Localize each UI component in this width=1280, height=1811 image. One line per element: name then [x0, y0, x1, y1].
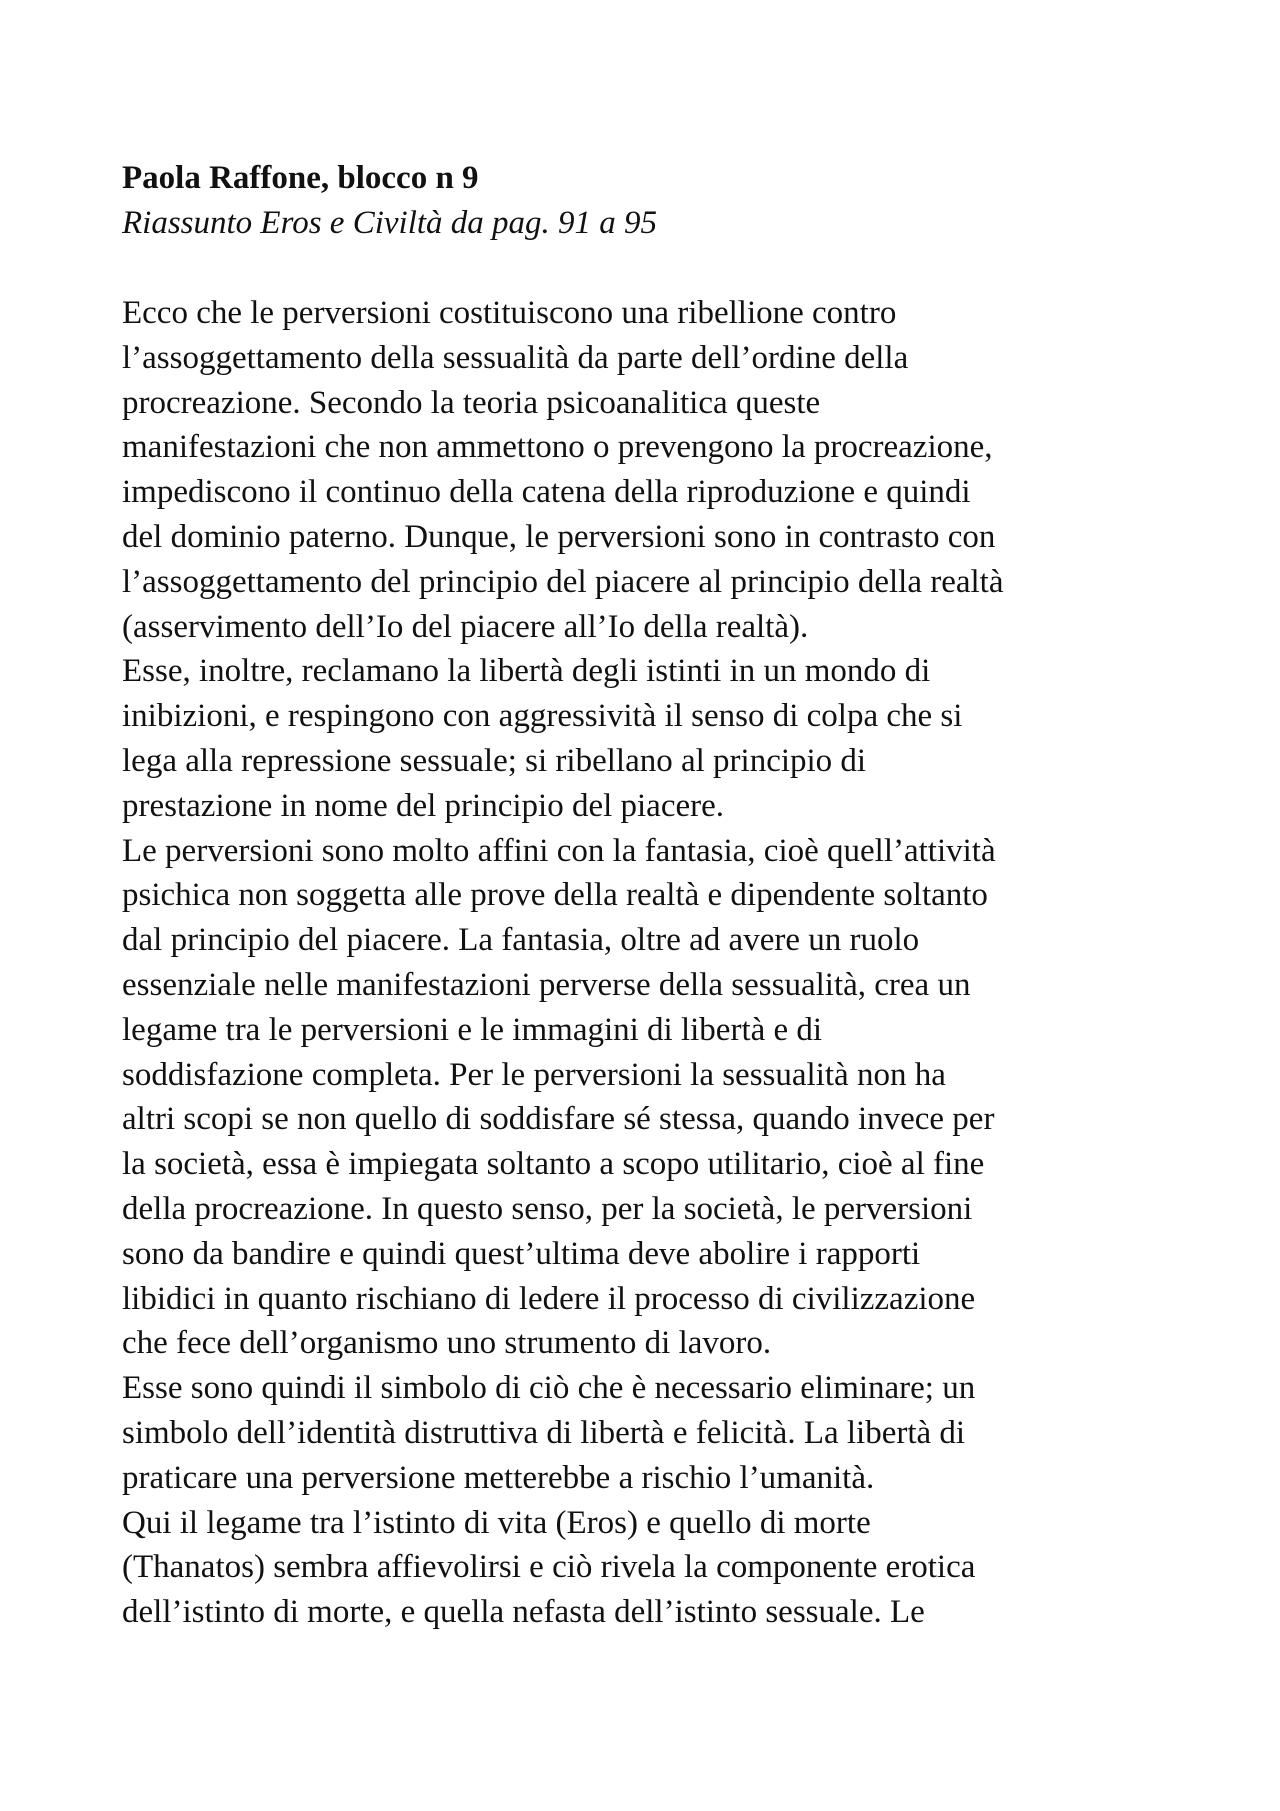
paragraph-4 [122, 1366, 1182, 1500]
text-line: Esse, inoltre, reclamano la libertà degli istinti in un mondo di [122, 653, 931, 690]
text-line: simbolo dell’identità distruttiva di libertà e felicità. La libertà di [122, 1414, 966, 1451]
paragraph-3 [122, 829, 1182, 1367]
text-line: psichica non soggetta alle prove della realtà e dipendente soltanto [122, 877, 988, 914]
text-line: praticare una perversione metterebbe a rischio l’umanità. [122, 1459, 875, 1496]
text-line: l’assoggettamento della sessualità da parte dell’ordine della [122, 339, 909, 376]
text-line: prestazione in nome del principio del piacere. [122, 787, 725, 824]
paragraph-1 [122, 291, 1182, 649]
text-line: Qui il legame tra l’istinto di vita (Eros) e quello di morte [122, 1504, 871, 1541]
text-line: libidici in quanto rischiano di ledere il processo di civilizzazione [122, 1280, 976, 1317]
text-line: soddisfazione completa. Per le perversioni la sessualità non ha [122, 1056, 946, 1093]
text-line: che fece dell’organismo uno strumento di lavoro. [122, 1325, 772, 1362]
text-line: della procreazione. In questo senso, per la società, le perversioni [122, 1190, 973, 1227]
paragraph-5 [122, 1501, 1182, 1635]
text-line: dell’istinto di morte, e quella nefasta dell’istinto sessuale. Le [122, 1594, 925, 1631]
text-line: Ecco che le perversioni costituiscono una ribellione contro [122, 295, 897, 331]
text-line: altri scopi se non quello di soddisfare sé stessa, quando invece per [122, 1101, 995, 1138]
text-line: dal principio del piacere. La fantasia, oltre ad avere un ruolo [122, 922, 920, 959]
text-line: essenziale nelle manifestazioni perverse della sessualità, crea un [122, 966, 971, 1003]
text-line: l’assoggettamento del principio del piacere al principio della realtà [122, 563, 1004, 600]
document-subtitle: Riassunto Eros e Civiltà da pag. 91 a 95 [122, 205, 658, 241]
text-line: lega alla repressione sessuale; si ribellano al principio di [122, 742, 867, 779]
text-line: impediscono il continuo della catena della riproduzione e quindi [122, 474, 971, 511]
text-line: Le perversioni sono molto affini con la fantasia, cioè quell’attività [122, 832, 996, 869]
text-line: (Thanatos) sembra affievolirsi e ciò rivela la componente erotica [122, 1549, 976, 1586]
blank-line [122, 246, 1182, 291]
text-line: (asservimento dell’Io del piacere all’Io della realtà). [122, 608, 809, 645]
text-line: Esse sono quindi il simbolo di ciò che è necessario eliminare; un [122, 1370, 976, 1407]
text-line: sono da bandire e quindi quest’ultima deve abolire i rapporti [122, 1235, 921, 1272]
text-line: manifestazioni che non ammettono o prevengono la procreazione, [122, 429, 993, 466]
text-line: legame tra le perversioni e le immagini di libertà e di [122, 1011, 823, 1048]
text-line: procreazione. Secondo la teoria psicoanalitica queste [122, 384, 821, 421]
document-title: Paola Raffone, blocco n 9 [122, 160, 479, 196]
document-content [122, 156, 1182, 1635]
paragraph-2 [122, 649, 1182, 828]
text-line: la società, essa è impiegata soltanto a scopo utilitario, cioè al fine [122, 1146, 985, 1183]
text-line: inibizioni, e respingono con aggressività il senso di colpa che si [122, 698, 963, 735]
text-line: del dominio paterno. Dunque, le perversioni sono in contrasto con [122, 518, 996, 555]
